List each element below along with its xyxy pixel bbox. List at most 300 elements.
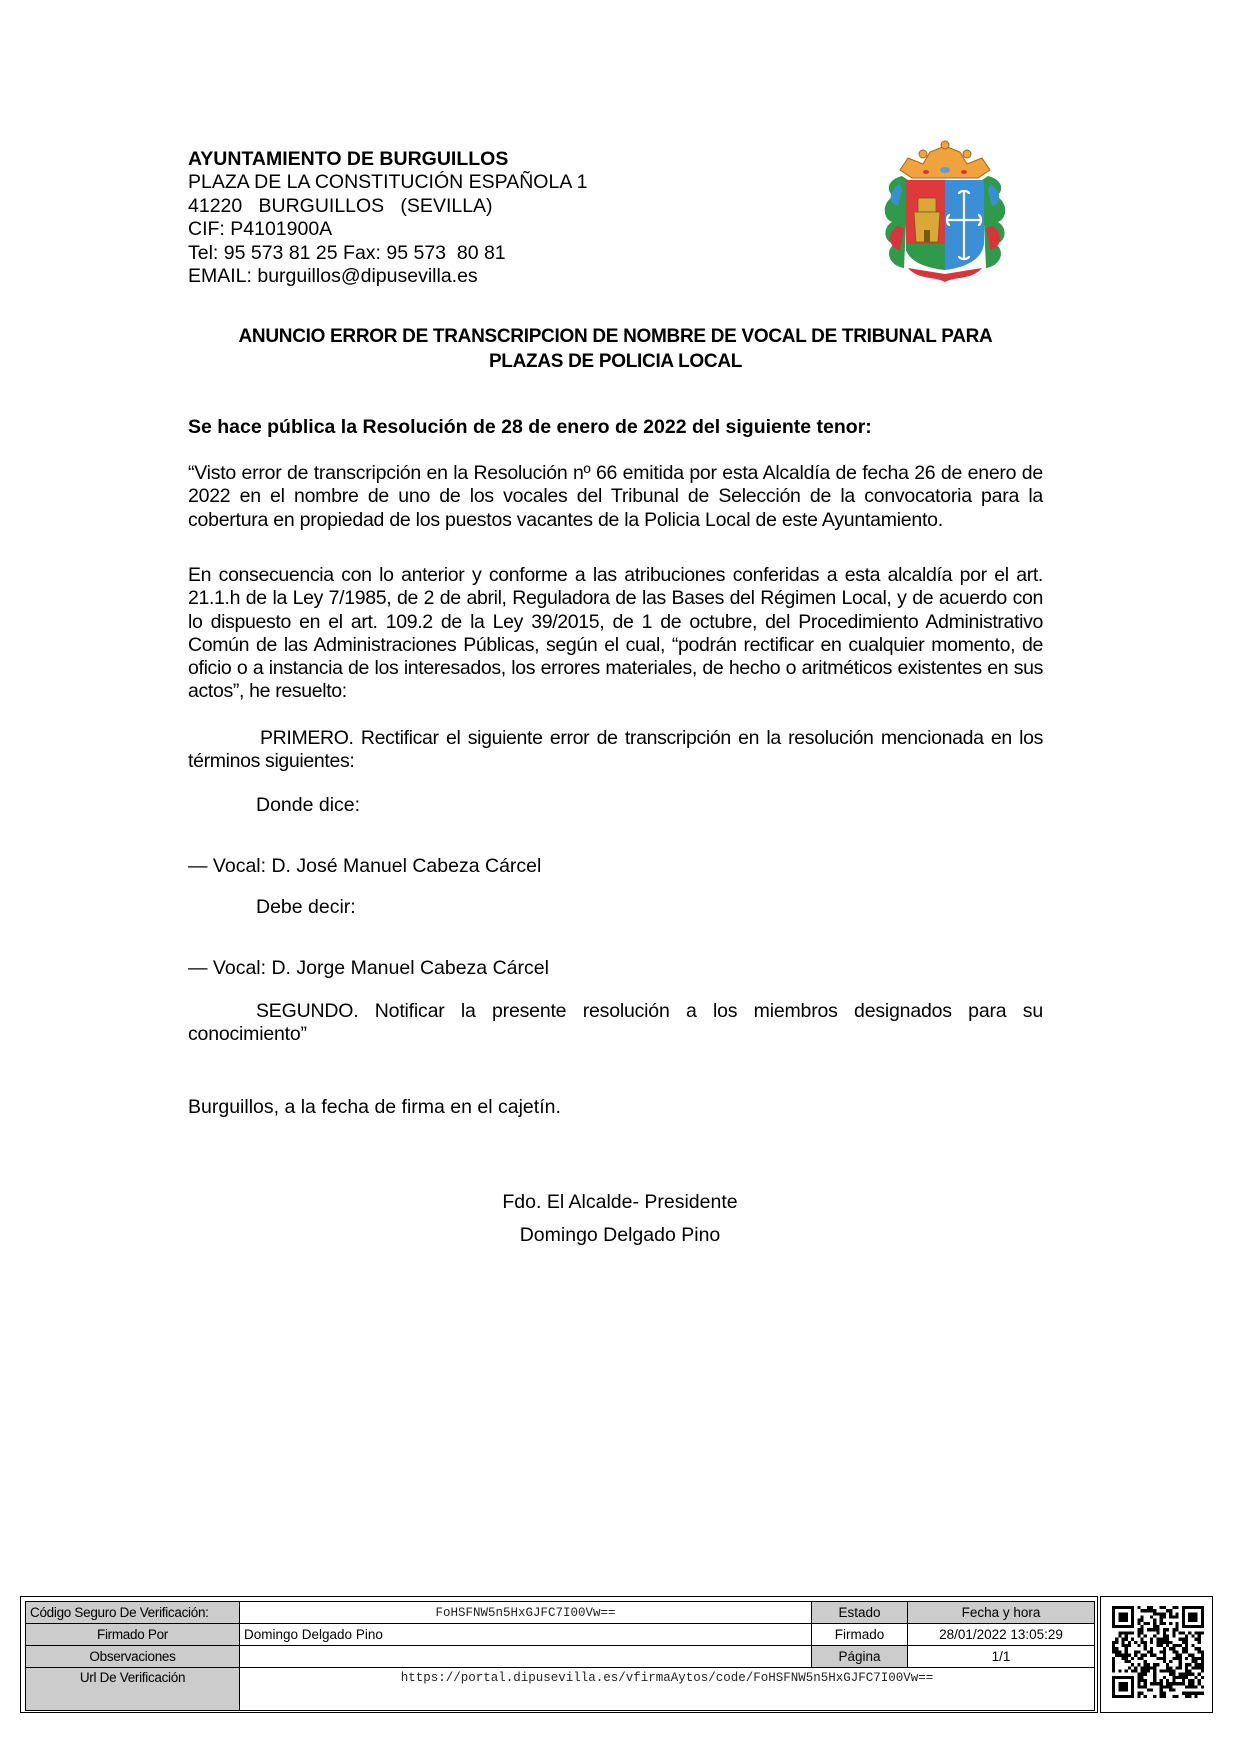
qr-module (1179, 1631, 1182, 1634)
qr-module (1169, 1688, 1172, 1691)
qr-module (1150, 1606, 1153, 1609)
qr-module (1188, 1606, 1191, 1609)
qr-module (1182, 1647, 1185, 1650)
qr-module (1182, 1641, 1185, 1644)
qr-module (1122, 1641, 1125, 1644)
qr-module (1153, 1619, 1156, 1622)
fecha-label: Fecha y hora (908, 1602, 1095, 1624)
qr-module (1144, 1666, 1147, 1669)
qr-module (1166, 1666, 1169, 1669)
qr-module (1163, 1647, 1166, 1650)
qr-module (1201, 1676, 1204, 1679)
qr-module (1191, 1692, 1194, 1695)
qr-module (1137, 1682, 1140, 1685)
qr-module (1134, 1669, 1137, 1672)
qr-module (1172, 1647, 1175, 1650)
qr-module (1191, 1654, 1194, 1657)
qr-module (1141, 1673, 1144, 1676)
qr-module (1185, 1666, 1188, 1669)
qr-module (1166, 1685, 1169, 1688)
qr-module (1112, 1606, 1115, 1609)
qr-module (1175, 1666, 1178, 1669)
qr-module (1185, 1657, 1188, 1660)
qr-module (1144, 1654, 1147, 1657)
donde-dice: Donde dice: (256, 794, 361, 816)
letterhead (188, 148, 588, 288)
qr-module (1175, 1606, 1178, 1609)
qr-module (1150, 1628, 1153, 1631)
qr-module (1191, 1625, 1194, 1628)
qr-module (1191, 1657, 1194, 1660)
qr-module (1118, 1635, 1121, 1638)
qr-module (1188, 1695, 1191, 1698)
debe-decir: Debe decir: (256, 896, 356, 918)
qr-module (1175, 1654, 1178, 1657)
qr-module (1179, 1676, 1182, 1679)
qr-module (1175, 1628, 1178, 1631)
qr-module (1185, 1695, 1188, 1698)
qr-module (1150, 1616, 1153, 1619)
qr-module (1160, 1669, 1163, 1672)
pagina-value: 1/1 (908, 1646, 1095, 1668)
qr-module (1156, 1631, 1159, 1634)
qr-module (1194, 1638, 1197, 1641)
qr-module (1169, 1616, 1172, 1619)
qr-module (1175, 1650, 1178, 1653)
qr-module (1128, 1676, 1131, 1679)
qr-module (1153, 1666, 1156, 1669)
qr-module (1112, 1657, 1115, 1660)
qr-module (1160, 1612, 1163, 1615)
verification-box (20, 1596, 1098, 1713)
qr-module (1115, 1638, 1118, 1641)
qr-module (1137, 1679, 1140, 1682)
qr-module (1153, 1635, 1156, 1638)
table-row (26, 1646, 1095, 1668)
qr-module (1153, 1673, 1156, 1676)
qr-module (1163, 1695, 1166, 1698)
url-label: Url De Verificación (26, 1668, 240, 1711)
qr-module (1163, 1635, 1166, 1638)
qr-module (1122, 1644, 1125, 1647)
qr-module (1198, 1647, 1201, 1650)
qr-module (1175, 1622, 1178, 1625)
qr-module (1198, 1631, 1201, 1634)
paragraph-segundo (188, 1000, 1043, 1047)
qr-module (1188, 1625, 1191, 1628)
qr-module (1179, 1663, 1182, 1666)
qr-module (1137, 1628, 1140, 1631)
qr-module (1166, 1638, 1169, 1641)
qr-module (1160, 1695, 1163, 1698)
qr-module (1201, 1619, 1204, 1622)
qr-module (1125, 1676, 1128, 1679)
paragraph-visto: “Visto error de transcripción en la Resolución nº 66 emitida por esta Alcaldía de fecha 26 de enero de 2022 en el nombre de uno de los vocales del Tribunal de Selección de la convocatoria para la cobertura en propiedad de los puestos vacantes de la Policia Local de este Ayuntamiento. (188, 462, 1043, 531)
qr-module (1198, 1657, 1201, 1660)
table-row (26, 1668, 1095, 1711)
qr-module (1169, 1647, 1172, 1650)
qr-module (1185, 1673, 1188, 1676)
qr-module (1182, 1625, 1185, 1628)
qr-module (1194, 1676, 1197, 1679)
qr-module (1112, 1647, 1115, 1650)
qr-module (1150, 1666, 1153, 1669)
qr-module (1141, 1669, 1144, 1672)
verification-table (25, 1601, 1095, 1711)
qr-module (1122, 1695, 1125, 1698)
qr-module (1156, 1641, 1159, 1644)
qr-module (1112, 1619, 1115, 1622)
qr-module (1128, 1606, 1131, 1609)
qr-module (1198, 1638, 1201, 1641)
qr-module (1201, 1669, 1204, 1672)
qr-module (1198, 1673, 1201, 1676)
segundo-text: SEGUNDO. Notificar la presente resolución a los miembros designados para su conocimiento” (188, 1000, 1043, 1046)
qr-module (1160, 1650, 1163, 1653)
qr-module (1198, 1692, 1201, 1695)
qr-module (1172, 1688, 1175, 1691)
qr-module (1201, 1685, 1204, 1688)
qr-module (1172, 1676, 1175, 1679)
qr-module (1125, 1647, 1128, 1650)
qr-module (1166, 1609, 1169, 1612)
qr-module (1185, 1663, 1188, 1666)
qr-module (1122, 1688, 1125, 1691)
qr-module (1125, 1635, 1128, 1638)
qr-module (1153, 1663, 1156, 1666)
csv-value: FoHSFNW5n5HxGJFC7I00Vw== (240, 1602, 812, 1624)
qr-module (1118, 1654, 1121, 1657)
qr-module (1131, 1676, 1134, 1679)
qr-module (1156, 1663, 1159, 1666)
qr-module (1128, 1695, 1131, 1698)
qr-module (1194, 1695, 1197, 1698)
qr-module (1172, 1606, 1175, 1609)
qr-module (1198, 1666, 1201, 1669)
qr-module (1137, 1685, 1140, 1688)
qr-module (1156, 1625, 1159, 1628)
qr-module (1118, 1616, 1121, 1619)
qr-module (1194, 1685, 1197, 1688)
qr-module (1131, 1631, 1134, 1634)
qr-module (1134, 1654, 1137, 1657)
fecha-value: 28/01/2022 13:05:29 (908, 1624, 1095, 1646)
table-row (26, 1624, 1095, 1646)
qr-module (1201, 1625, 1204, 1628)
qr-module (1125, 1695, 1128, 1698)
qr-module (1112, 1692, 1115, 1695)
qr-module (1163, 1631, 1166, 1634)
qr-module (1141, 1625, 1144, 1628)
qr-module (1131, 1688, 1134, 1691)
qr-module (1175, 1682, 1178, 1685)
qr-module (1198, 1635, 1201, 1638)
qr-module (1125, 1682, 1128, 1685)
qr-module (1160, 1644, 1163, 1647)
qr-module (1153, 1628, 1156, 1631)
qr-module (1112, 1682, 1115, 1685)
qr-module (1112, 1625, 1115, 1628)
qr-module (1147, 1606, 1150, 1609)
qr-module (1160, 1688, 1163, 1691)
qr-module (1112, 1616, 1115, 1619)
estado-value: Firmado (812, 1624, 908, 1646)
qr-module (1191, 1612, 1194, 1615)
document-title (188, 324, 1043, 374)
qr-module (1131, 1609, 1134, 1612)
qr-module (1194, 1606, 1197, 1609)
qr-module (1122, 1654, 1125, 1657)
qr-module (1131, 1606, 1134, 1609)
qr-module (1160, 1616, 1163, 1619)
qr-module (1163, 1685, 1166, 1688)
qr-module (1169, 1641, 1172, 1644)
qr-module (1182, 1606, 1185, 1609)
qr-module (1163, 1606, 1166, 1609)
qr-module (1160, 1622, 1163, 1625)
qr-module (1122, 1606, 1125, 1609)
verification-url-link[interactable]: https://portal.dipusevilla.es/vfirmaAytos/code/FoHSFNW5n5HxGJFC7I00Vw== (240, 1668, 1095, 1711)
qr-module (1185, 1635, 1188, 1638)
qr-module (1191, 1660, 1194, 1663)
qr-module (1175, 1644, 1178, 1647)
qr-module (1194, 1663, 1197, 1666)
qr-module (1112, 1644, 1115, 1647)
firmado-por-label: Firmado Por (26, 1624, 240, 1646)
qr-module (1201, 1666, 1204, 1669)
qr-module (1118, 1688, 1121, 1691)
qr-module (1160, 1641, 1163, 1644)
qr-module (1137, 1644, 1140, 1647)
qr-module (1150, 1641, 1153, 1644)
coat-of-arms-icon (878, 140, 1012, 284)
qr-module (1141, 1692, 1144, 1695)
qr-module (1185, 1647, 1188, 1650)
qr-module (1201, 1606, 1204, 1609)
qr-module (1185, 1676, 1188, 1679)
qr-module (1198, 1625, 1201, 1628)
title-line-2: PLAZAS DE POLICIA LOCAL (488, 351, 743, 372)
qr-module (1153, 1625, 1156, 1628)
qr-module (1128, 1666, 1131, 1669)
qr-module (1150, 1682, 1153, 1685)
qr-module (1179, 1644, 1182, 1647)
qr-module (1141, 1685, 1144, 1688)
qr-module (1131, 1622, 1134, 1625)
qr-module (1153, 1679, 1156, 1682)
qr-module (1150, 1650, 1153, 1653)
qr-module (1172, 1657, 1175, 1660)
qr-module (1150, 1647, 1153, 1650)
qr-module (1191, 1619, 1194, 1622)
qr-module (1131, 1625, 1134, 1628)
qr-module (1163, 1669, 1166, 1672)
qr-module (1125, 1616, 1128, 1619)
qr-module (1122, 1676, 1125, 1679)
qr-module (1141, 1641, 1144, 1644)
qr-module (1115, 1676, 1118, 1679)
qr-module (1125, 1688, 1128, 1691)
qr-module (1188, 1673, 1191, 1676)
qr-module (1141, 1616, 1144, 1619)
qr-module (1128, 1641, 1131, 1644)
qr-module (1122, 1612, 1125, 1615)
qr-module (1150, 1638, 1153, 1641)
qr-module (1141, 1654, 1144, 1657)
qr-module (1137, 1657, 1140, 1660)
address: PLAZA DE LA CONSTITUCIÓN ESPAÑOLA 1 (188, 171, 588, 194)
qr-module (1118, 1669, 1121, 1672)
qr-module (1147, 1622, 1150, 1625)
qr-module (1153, 1654, 1156, 1657)
qr-module (1191, 1616, 1194, 1619)
csv-label: Código Seguro De Verificación: (26, 1602, 240, 1624)
vocal-correct: — Vocal: D. Jorge Manuel Cabeza Cárcel (188, 957, 549, 979)
qr-module (1198, 1682, 1201, 1685)
qr-module (1201, 1612, 1204, 1615)
qr-module (1179, 1673, 1182, 1676)
qr-module (1191, 1666, 1194, 1669)
qr-module (1179, 1657, 1182, 1660)
qr-module (1191, 1682, 1194, 1685)
qr-module (1188, 1616, 1191, 1619)
qr-module (1188, 1619, 1191, 1622)
qr-module (1188, 1612, 1191, 1615)
qr-module (1169, 1622, 1172, 1625)
qr-module (1122, 1657, 1125, 1660)
qr-module (1179, 1666, 1182, 1669)
qr-module (1185, 1606, 1188, 1609)
qr-module (1166, 1682, 1169, 1685)
qr-module (1118, 1619, 1121, 1622)
qr-module (1112, 1669, 1115, 1672)
email: EMAIL: burguillos@dipusevilla.es (188, 265, 478, 288)
qr-module (1182, 1679, 1185, 1682)
qr-module (1153, 1612, 1156, 1615)
qr-module (1115, 1647, 1118, 1650)
qr-module (1122, 1616, 1125, 1619)
qr-module (1150, 1688, 1153, 1691)
signature-name: Domingo Delgado Pino (519, 1224, 721, 1246)
qr-module (1118, 1625, 1121, 1628)
qr-module (1156, 1628, 1159, 1631)
qr-module (1125, 1657, 1128, 1660)
qr-module (1128, 1654, 1131, 1657)
qr-module (1122, 1631, 1125, 1634)
qr-module (1188, 1692, 1191, 1695)
qr-module (1172, 1631, 1175, 1634)
estado-label: Estado (812, 1602, 908, 1624)
pagina-label: Página (812, 1646, 908, 1668)
qr-module (1112, 1660, 1115, 1663)
qr-module (1163, 1676, 1166, 1679)
qr-module (1191, 1635, 1194, 1638)
paragraph-consecuencia: En consecuencia con lo anterior y conforme a las atribuciones conferidas a esta alcaldía por el art. 21.1.h de la Ley 7/1985, de 2 de abril, Reguladora de las Bases del Régimen Local, y de acuerdo con lo dispuesto en el art. 109.2 de la Ley 39/2015, de 1 de octubre, del Procedimiento Administrativo Común de las Administraciones Públicas, según el cual, “podrán rectificar en cualquier momento, de oficio o a instancia de los interesados, los errores materiales, de hecho o aritméticos existentes en sus actos”, he resuelto: (188, 564, 1043, 703)
qr-module (1182, 1638, 1185, 1641)
qr-module (1131, 1692, 1134, 1695)
qr-module (1144, 1679, 1147, 1682)
qr-module (1188, 1654, 1191, 1657)
qr-module (1182, 1609, 1185, 1612)
qr-module (1118, 1682, 1121, 1685)
qr-module (1147, 1669, 1150, 1672)
primero-text: PRIMERO. Rectificar el siguiente error de transcripción en la resolución mencionada en los términos siguientes: (188, 727, 1043, 773)
qr-module (1160, 1685, 1163, 1688)
qr-module (1131, 1657, 1134, 1660)
qr-module (1163, 1660, 1166, 1663)
qr-module (1175, 1695, 1178, 1698)
qr-module (1194, 1657, 1197, 1660)
qr-module (1118, 1631, 1121, 1634)
qr-module (1147, 1666, 1150, 1669)
qr-module (1175, 1616, 1178, 1619)
qr-module (1112, 1695, 1115, 1698)
qr-module (1169, 1609, 1172, 1612)
qr-box (1100, 1596, 1213, 1713)
qr-module (1137, 1692, 1140, 1695)
qr-module (1141, 1666, 1144, 1669)
qr-module (1144, 1669, 1147, 1672)
qr-module (1169, 1666, 1172, 1669)
qr-module (1112, 1609, 1115, 1612)
qr-module (1141, 1679, 1144, 1682)
qr-module (1166, 1628, 1169, 1631)
qr-module (1179, 1638, 1182, 1641)
qr-module (1153, 1669, 1156, 1672)
qr-module (1191, 1685, 1194, 1688)
qr-module (1118, 1695, 1121, 1698)
qr-module (1141, 1638, 1144, 1641)
qr-module (1194, 1619, 1197, 1622)
qr-module (1144, 1622, 1147, 1625)
qr-module (1144, 1682, 1147, 1685)
qr-module (1131, 1679, 1134, 1682)
qr-module (1194, 1625, 1197, 1628)
qr-module (1185, 1638, 1188, 1641)
qr-module (1144, 1609, 1147, 1612)
qr-module (1163, 1650, 1166, 1653)
qr-module (1125, 1669, 1128, 1672)
qr-module (1172, 1644, 1175, 1647)
qr-module (1182, 1682, 1185, 1685)
qr-module (1147, 1650, 1150, 1653)
qr-module (1128, 1660, 1131, 1663)
city: 41220 BURGUILLOS (SEVILLA) (188, 194, 493, 217)
qr-module (1122, 1638, 1125, 1641)
qr-module (1137, 1619, 1140, 1622)
qr-module (1153, 1695, 1156, 1698)
qr-module (1141, 1676, 1144, 1679)
qr-module (1194, 1692, 1197, 1695)
qr-module (1169, 1660, 1172, 1663)
qr-module (1144, 1635, 1147, 1638)
qr-module (1163, 1692, 1166, 1695)
qr-module (1191, 1679, 1194, 1682)
qr-module (1115, 1650, 1118, 1653)
paragraph-primero (188, 727, 1043, 774)
qr-module (1134, 1641, 1137, 1644)
qr-module (1194, 1647, 1197, 1650)
qr-module (1201, 1631, 1204, 1634)
qr-module (1169, 1612, 1172, 1615)
qr-module (1147, 1628, 1150, 1631)
qr-module (1137, 1695, 1140, 1698)
qr-module (1118, 1650, 1121, 1653)
qr-module (1172, 1695, 1175, 1698)
qr-module (1172, 1673, 1175, 1676)
qr-module (1147, 1663, 1150, 1666)
qr-module (1182, 1619, 1185, 1622)
